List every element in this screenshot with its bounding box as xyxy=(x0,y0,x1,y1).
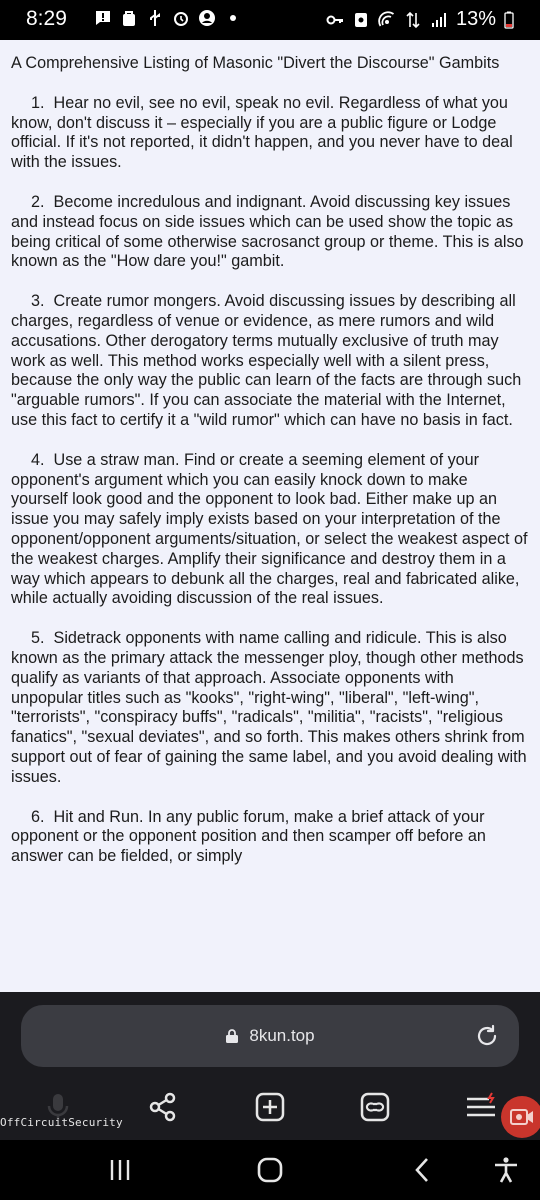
item-number: 2. xyxy=(31,192,45,211)
notification-icons xyxy=(94,9,242,27)
recent-apps-icon[interactable] xyxy=(106,1156,134,1184)
dot-icon xyxy=(224,9,242,27)
item-number: 3. xyxy=(31,292,45,311)
menu-icon[interactable] xyxy=(465,1091,497,1123)
watermark-label: OffCircuitSecurity xyxy=(0,1116,123,1129)
system-nav-bar xyxy=(0,1140,540,1200)
home-icon[interactable] xyxy=(256,1156,284,1184)
account-icon xyxy=(198,9,216,27)
item-text: Hear no evil, see no evil, speak no evil. Regardless of what you know, don't discuss it – especially if you are a public figure or Lodge official. If it's not reported, it didn't happen, and you never have to deal with the issues. xyxy=(11,93,513,172)
alarm-icon xyxy=(172,9,190,27)
key-icon xyxy=(326,11,344,29)
item-text: Sidetrack opponents with name calling and ridicule. This is also known as the primary attack the messenger ploy, though other methods qualify as variants of that approach. Associate opponents with unpopular titles such as "kooks", "right-wing", "liberal", "left-wing", "terrorists", "conspiracy buffs", "radicals", "militia", "racists", "religious fanatics", "sexual deviates", and so forth. This makes others shrink from support out of fear of gaining the same label, and you avoid dealing with issues. xyxy=(11,629,527,786)
list-item xyxy=(11,629,528,787)
document xyxy=(0,40,540,867)
data-arrows-icon xyxy=(404,11,422,29)
battery-percent: 13% xyxy=(455,8,496,30)
status-bar xyxy=(0,0,540,40)
url-text[interactable]: 8kun.top xyxy=(249,1026,315,1045)
address-bar[interactable] xyxy=(21,1005,519,1067)
battery-icon xyxy=(504,11,514,29)
secure-folder-icon xyxy=(352,11,370,29)
list-item xyxy=(11,193,528,272)
bag-icon xyxy=(120,9,138,27)
item-text: Hit and Run. In any public forum, make a brief attack of your opponent or the opponent position and then scamper off before an answer can be fielded, or simply xyxy=(11,807,486,866)
usb-icon xyxy=(146,9,164,27)
browser-bottom-bar xyxy=(0,992,540,1140)
signal-icon xyxy=(430,11,448,29)
accessibility-icon[interactable] xyxy=(492,1156,520,1184)
item-number: 1. xyxy=(31,93,45,112)
back-icon[interactable] xyxy=(409,1156,437,1184)
item-number: 4. xyxy=(31,450,45,469)
message-icon xyxy=(94,9,112,27)
lock-icon xyxy=(225,1028,239,1044)
list-item xyxy=(11,808,528,867)
item-text: Use a straw man. Find or create a seeming element of your opponent's argument which you can easily knock down to make yourself look good and the opponent to look bad. Either make up an issue you may safely imply exists based on your interpretation of the opponent/opponent arguments/situation, or select the weakest aspect of the weakest charges. Amplify their significance and destroy them in a way which appears to debunk all the charges, real and fabricated alike, while actually avoiding discussion of the real issues. xyxy=(11,450,528,608)
item-number: 6. xyxy=(31,807,45,826)
status-time: 8:29 xyxy=(26,7,67,30)
system-icons xyxy=(326,8,514,31)
document-title: A Comprehensive Listing of Masonic "Divert the Discourse" Gambits xyxy=(11,54,500,72)
new-tab-icon[interactable] xyxy=(254,1091,286,1123)
browser-toolbar xyxy=(0,1077,540,1137)
item-number: 5. xyxy=(31,629,45,648)
tabs-icon[interactable] xyxy=(359,1091,391,1123)
item-text: Create rumor mongers. Avoid discussing issues by describing all charges, regardless of venue or evidence, as mere rumors and wild accusations. Other derogatory terms mutually exclusive of truth may work as well. This method works especially well with a silent press, because the only way the public can learn of the facts are through such "arguable rumors". If you can associate the material with the Internet, use this fact to certify it a "wild rumor" which can have no basis in fact. xyxy=(11,292,522,429)
item-text: Become incredulous and indignant. Avoid discussing key issues and instead focus on side issues which can be used show the topic as being critical of some otherwise sacrosanct group or theme. This is also known as the "How dare you!" gambit. xyxy=(11,192,524,271)
list-item xyxy=(11,451,528,609)
list-item xyxy=(11,292,528,431)
web-content[interactable] xyxy=(0,40,540,992)
list-item xyxy=(11,94,528,173)
reload-icon[interactable] xyxy=(475,1024,499,1048)
video-record-icon[interactable] xyxy=(501,1096,540,1138)
hotspot-icon xyxy=(378,11,396,29)
share-icon[interactable] xyxy=(147,1091,179,1123)
